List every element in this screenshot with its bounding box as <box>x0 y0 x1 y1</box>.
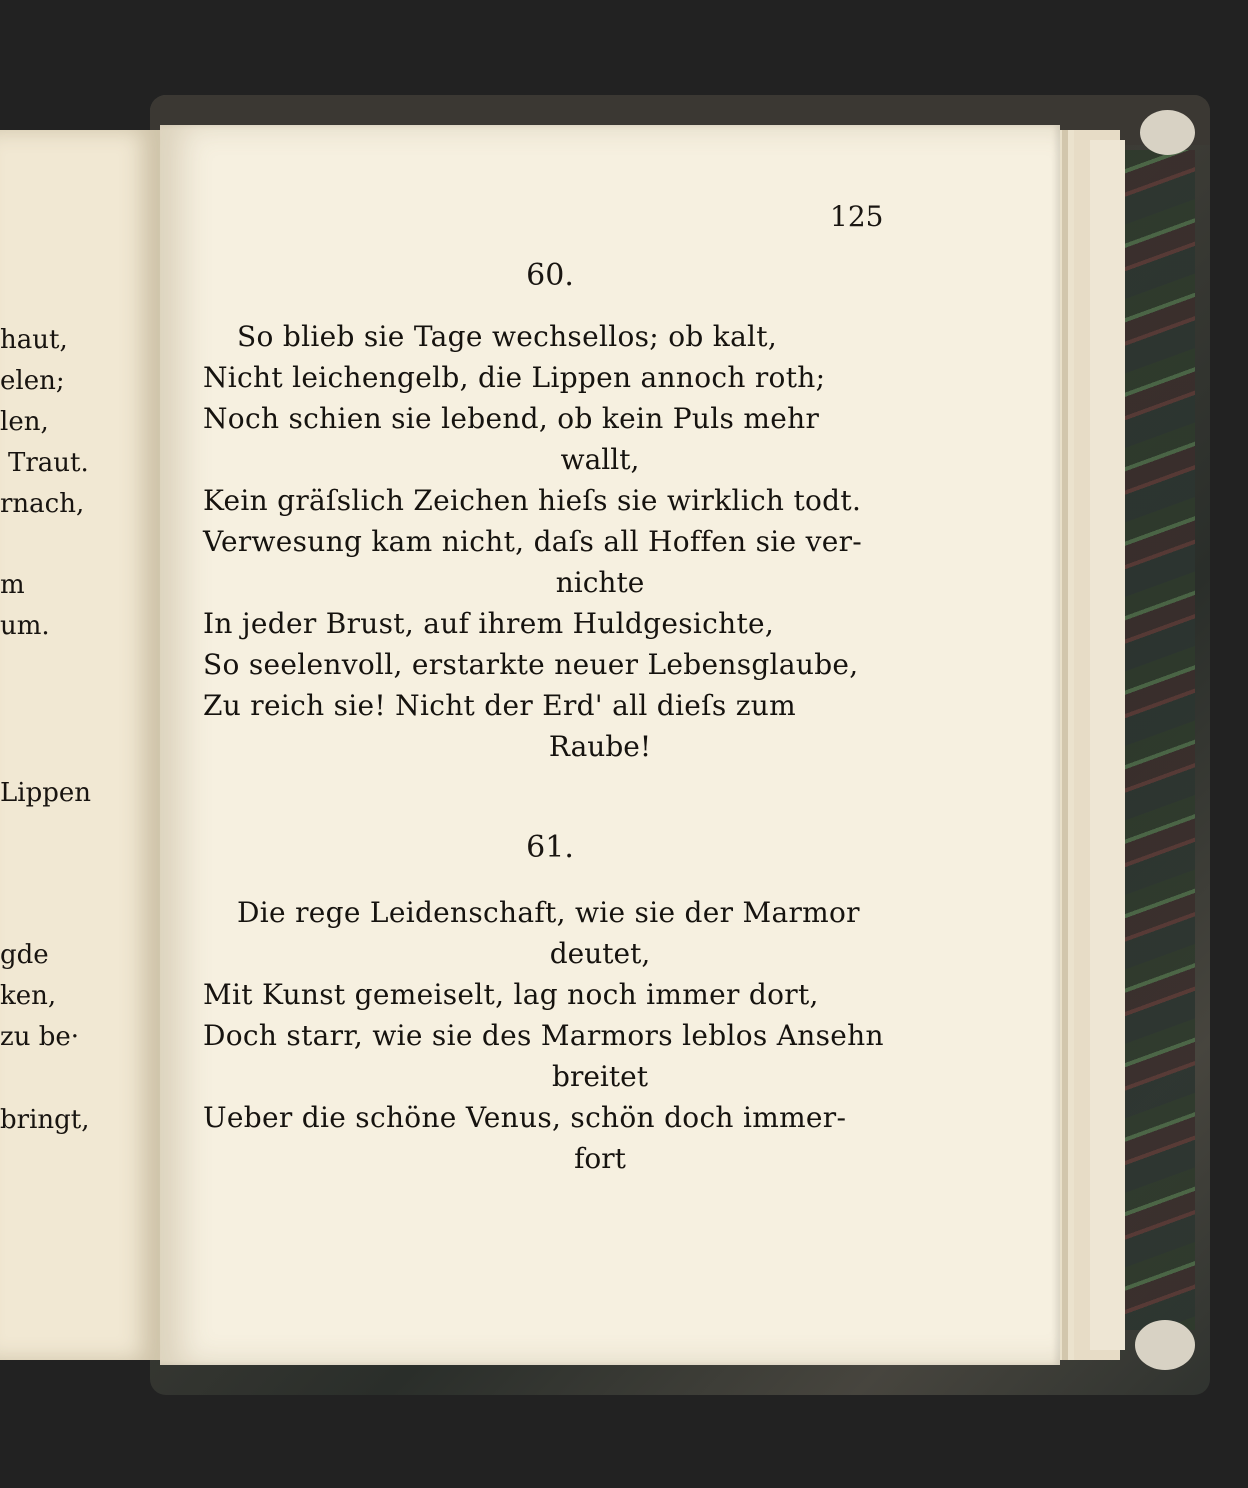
verse-line: In jeder Brust, auf ihrem Huldgesichte, <box>203 607 775 640</box>
left-line: bringt, <box>0 1105 90 1135</box>
left-line: len, <box>0 407 49 437</box>
verse-line: So seelenvoll, erstarkte neuer Lebensglaube, <box>203 648 859 681</box>
left-line: um. <box>0 611 50 641</box>
left-page <box>0 130 160 1360</box>
verse-line: Die rege Leidenschaft, wie sie der Marmor <box>237 896 860 929</box>
verse-line: Mit Kunst gemeiselt, lag noch immer dort, <box>203 978 819 1011</box>
left-line: elen; <box>0 366 65 396</box>
left-line: m <box>0 570 25 600</box>
verse-continuation: nichte <box>555 566 645 599</box>
flyleaf <box>1090 140 1125 1350</box>
verse-line: So blieb sie Tage wechsellos; ob kalt, <box>237 320 778 353</box>
verse-line: Ueber die schöne Venus, schön doch immer- <box>203 1101 847 1134</box>
left-line: ken, <box>0 981 57 1011</box>
stanza-number: 61. <box>526 830 574 865</box>
left-line: Lippen <box>0 778 91 808</box>
page-number: 125 <box>830 200 884 233</box>
left-line: zu be· <box>0 1022 80 1052</box>
verse-line: Nicht leichengelb, die Lippen annoch roth; <box>203 361 826 394</box>
stanza-number: 60. <box>526 258 574 293</box>
verse-continuation: fort <box>574 1142 626 1175</box>
worn-corner-bottom <box>1135 1320 1195 1370</box>
worn-corner-top <box>1140 110 1195 155</box>
verse-line: Verwesung kam nicht, daſs all Hoffen sie ver- <box>203 525 863 558</box>
left-line: gde <box>0 940 49 970</box>
verse-line: Doch starr, wie sie des Marmors leblos Ansehn <box>203 1019 884 1052</box>
marbled-board <box>1125 150 1195 1330</box>
verse-line: Noch schien sie lebend, ob kein Puls mehr <box>203 402 820 435</box>
verse-line: Zu reich sie! Nicht der Erd' all dieſs zum <box>203 689 796 722</box>
verse-continuation: deutet, <box>549 937 651 970</box>
left-line: Traut. <box>8 448 89 478</box>
verse-continuation: Raube! <box>548 730 652 763</box>
left-line: rnach, <box>0 489 85 519</box>
left-line: haut, <box>0 325 68 355</box>
verse-continuation: breitet <box>552 1060 648 1093</box>
verse-continuation: wallt, <box>560 443 640 476</box>
verse-line: Kein gräſslich Zeichen hieſs sie wirklich todt. <box>203 484 862 517</box>
